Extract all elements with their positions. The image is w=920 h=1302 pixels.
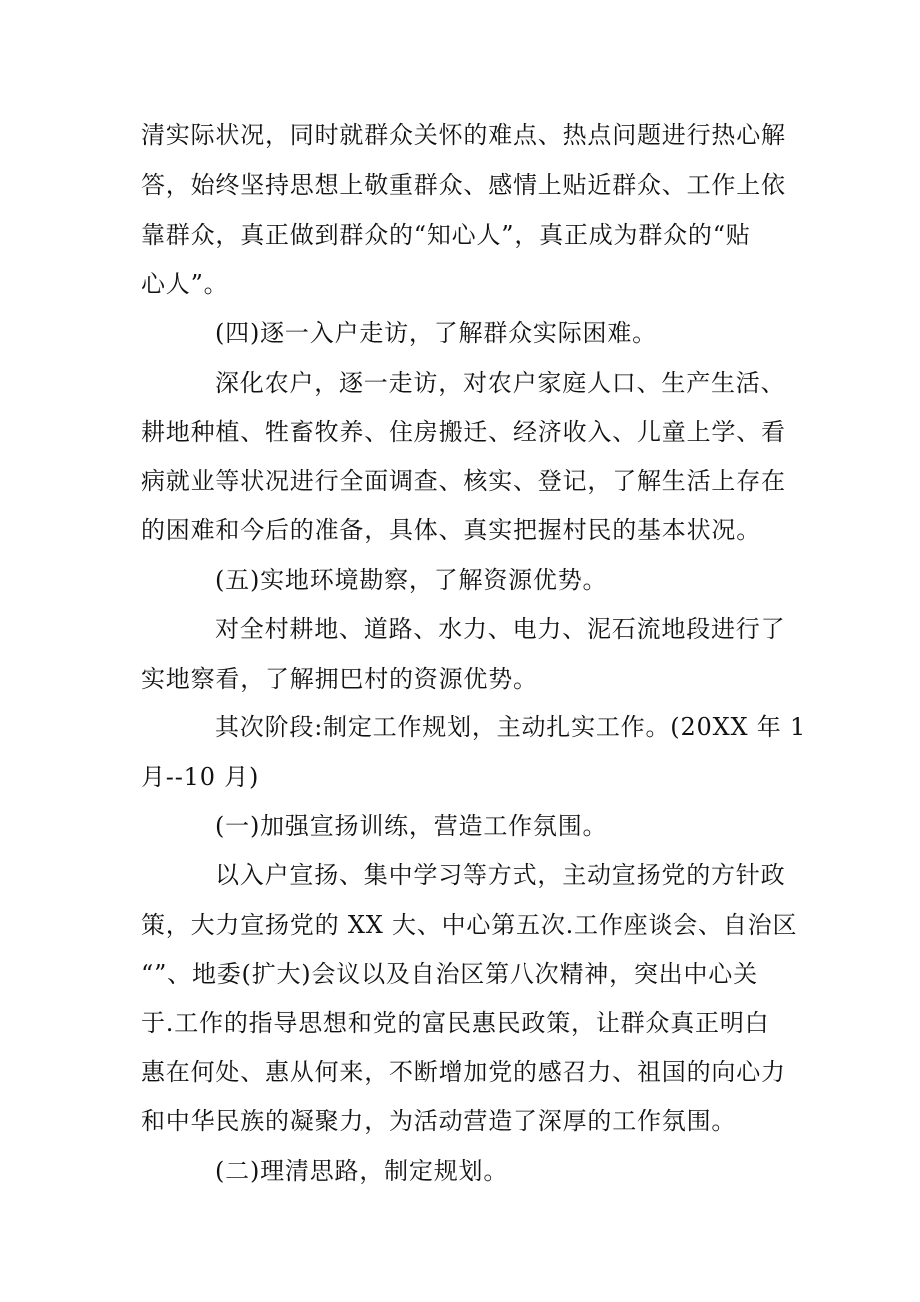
section-heading: (二)理清思路，制定规划。 [215, 1157, 509, 1185]
section-heading: (四)逐一入户走访，了解群众实际困难。 [215, 319, 657, 347]
text-line: 对全村耕地、道路、水力、电力、泥石流地段进行了 [215, 615, 786, 643]
text-line: 清实际状况，同时就群众关怀的难点、热点问题进行热心解 [141, 121, 786, 149]
stage-heading: 其次阶段:制定工作规划，主动扎实工作。(20XX 年 1 [215, 713, 807, 741]
text-line: 靠群众，真正做到群众的“知心人”，真正成为群众的“贴 [141, 221, 751, 249]
text-line: 于.工作的指导思想和党的富民惠民政策，让群众真正明白 [141, 1009, 770, 1037]
stage-heading-cont: 月--10 月) [141, 763, 260, 791]
text-line: 惠在何处、惠从何来，不断增加党的感召力、祖国的向心力 [141, 1058, 786, 1086]
text-line: 答，始终坚持思想上敬重群众、感情上贴近群众、工作上依 [141, 171, 786, 199]
text-line: “”、地委(扩大)会议以及自治区第八次精神，突出中心关 [141, 960, 758, 988]
text-line: 心人”。 [141, 270, 229, 298]
text-line: 和中华民族的凝聚力，为活动营造了深厚的工作氛围。 [141, 1107, 737, 1135]
text-line: 耕地种植、牲畜牧养、住房搬迁、经济收入、儿童上学、看 [141, 418, 786, 446]
text-line: 病就业等状况进行全面调查、核实、登记，了解生活上存在 [141, 467, 786, 495]
section-heading: (一)加强宣扬训练，营造工作氛围。 [215, 812, 608, 840]
section-heading: (五)实地环境勘察，了解资源优势。 [215, 566, 608, 594]
text-line: 实地察看，了解拥巴村的资源优势。 [141, 665, 538, 693]
text-line: 的困难和今后的准备，具体、真实把握村民的基本状况。 [141, 516, 761, 544]
text-line: 深化农户，逐一走访，对农户家庭人口、生产生活、 [215, 369, 786, 397]
text-line: 以入户宣扬、集中学习等方式，主动宣扬党的方针政 [215, 861, 786, 889]
text-line: 策，大力宣扬党的 XX 大、中心第五次.工作座谈会、自治区 [141, 911, 798, 939]
